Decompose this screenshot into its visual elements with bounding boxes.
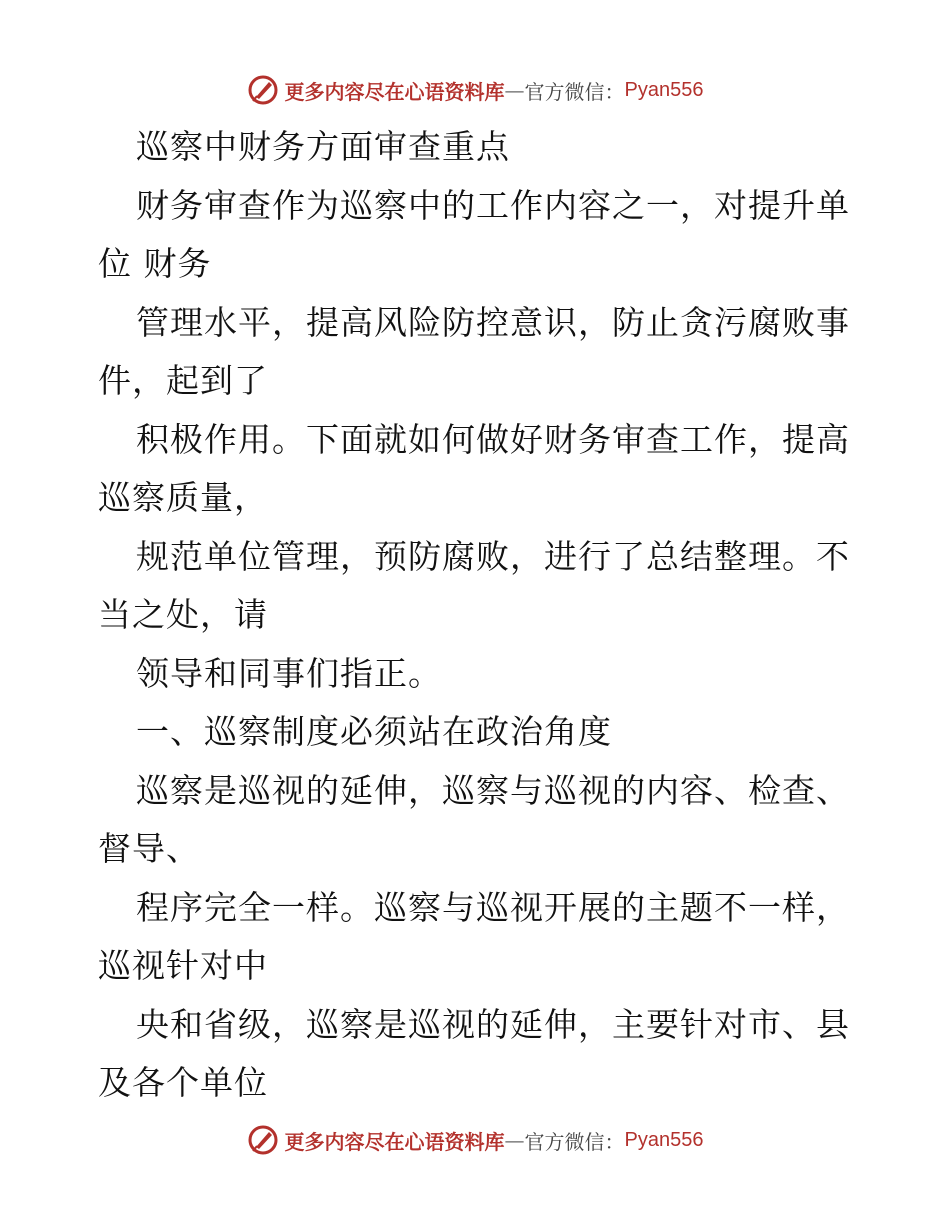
header-watermark xyxy=(0,72,950,108)
watermark-wechat-id: Pyan556 xyxy=(624,1128,704,1151)
watermark-brand: 更多内容尽在心语资料库 xyxy=(284,1129,505,1154)
text-line: 领导和同事们指正。 xyxy=(136,653,442,693)
watermark-wechat-label: 官方微信： xyxy=(524,79,625,104)
text-line: 积极作用。下面就如何做好财务审查工作，提高 xyxy=(136,419,850,459)
watermark-wechat-label: 官方微信： xyxy=(524,1129,625,1154)
text-line: 一、巡察制度必须站在政治角度 xyxy=(136,712,612,751)
text-line: 巡视针对中 xyxy=(98,946,268,985)
text-line: 及各个单位 xyxy=(98,1063,268,1102)
text-line: 巡察中财务方面审查重点 xyxy=(136,127,510,166)
watermark-wechat-id: Pyan556 xyxy=(624,78,704,101)
quill-logo-icon xyxy=(247,74,279,106)
text-line: 巡察是巡视的延伸，巡察与巡视的内容、检查、 xyxy=(136,770,850,810)
text-line: 管理水平，提高风险防控意识，防止贪污腐败事 xyxy=(136,302,850,342)
text-line: 央和省级，巡察是巡视的延伸，主要针对市、县 xyxy=(136,1004,850,1044)
text-line: 位 财务 xyxy=(98,244,212,283)
document-body xyxy=(98,118,858,1113)
quill-logo-icon xyxy=(247,1124,279,1156)
text-line: 程序完全一样。巡察与巡视开展的主题不一样， xyxy=(136,887,850,927)
footer-watermark xyxy=(0,1122,950,1158)
text-line: 当之处，请 xyxy=(98,595,268,634)
watermark-brand: 更多内容尽在心语资料库 xyxy=(284,79,505,104)
watermark-dash: — xyxy=(504,78,525,102)
text-line: 财务审查作为巡察中的工作内容之一，对提升单 xyxy=(136,185,850,225)
text-line: 件，起到了 xyxy=(98,361,268,400)
watermark-dash: — xyxy=(504,1128,525,1152)
text-line: 巡察质量， xyxy=(98,478,268,517)
text-line: 规范单位管理，预防腐败，进行了总结整理。不 xyxy=(136,536,850,576)
text-line: 督导、 xyxy=(98,829,200,868)
